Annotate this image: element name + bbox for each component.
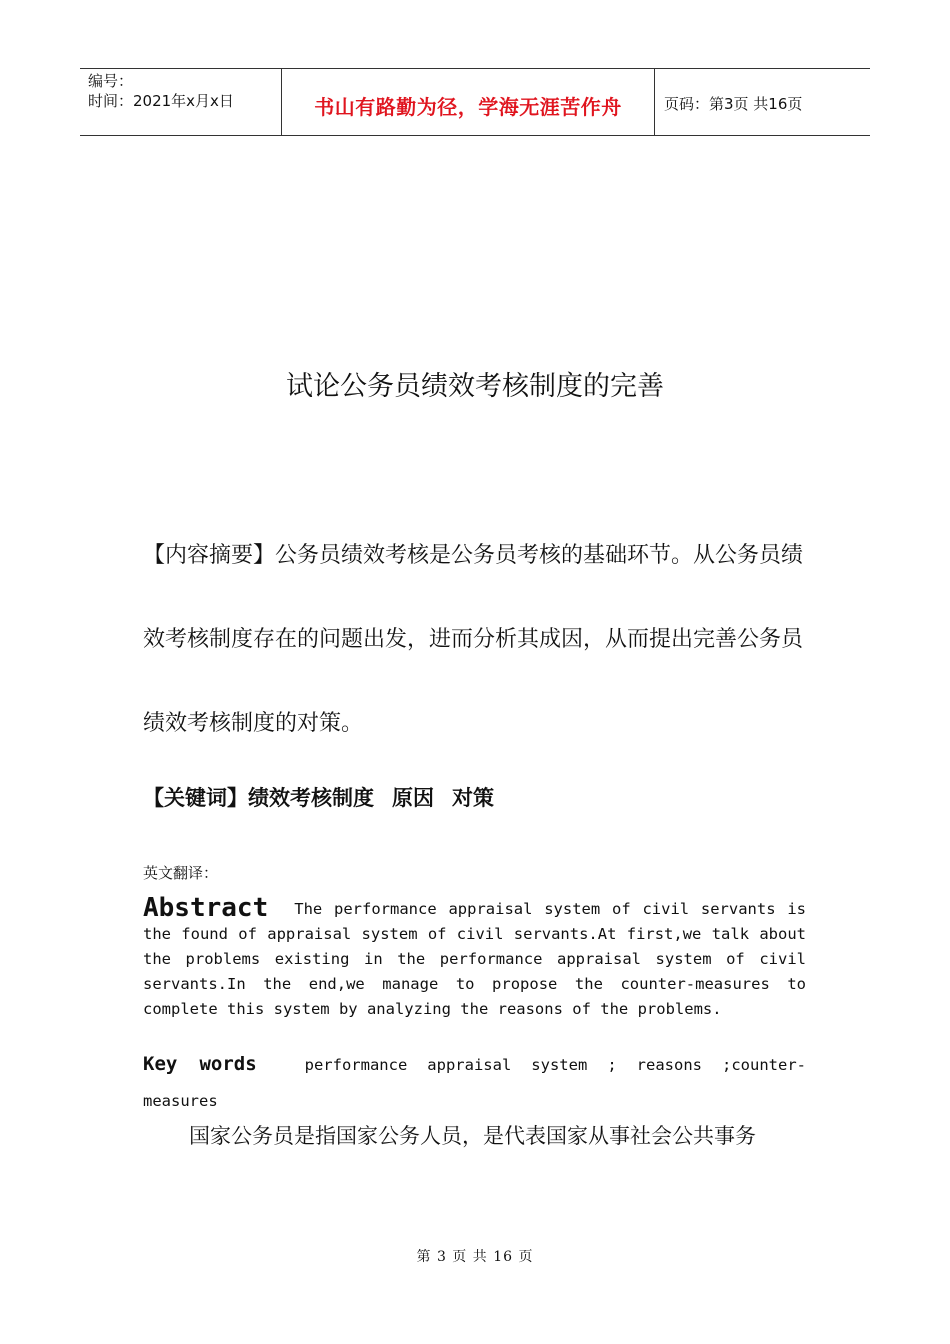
header-divider: [654, 69, 655, 135]
header-meta: [88, 71, 278, 111]
document-title: 试论公务员绩效考核制度的完善: [286, 371, 664, 402]
page-header: [80, 68, 870, 136]
english-abstract: [143, 893, 806, 1022]
english-keywords: [143, 1046, 806, 1119]
serial-number-label: 编号：: [88, 72, 134, 90]
keywords-text: performance appraisal system ; reasons ;counter-measures: [143, 1056, 806, 1110]
abstract-text: The performance appraisal system of civil servants is the found of appraisal system of civil servants.At first,we talk about the problems existing in the performance appraisal system of civil servants.In the end,we manage to propose the counter-measures to complete this system by analyzing the reasons of the problems.: [143, 900, 806, 1018]
abstract-heading: Abstract: [143, 893, 269, 923]
keywords-label: 【关键词】绩效考核制度: [143, 786, 374, 810]
page-footer: 第 3 页 共 16 页: [416, 1249, 534, 1265]
chinese-abstract: 【内容摘要】公务员绩效考核是公务员考核的基础环节。从公务员绩效考核制度存在的问题出发，进而分析其成因，从而提出完善公务员绩效考核制度的对策。: [143, 543, 804, 736]
date-label: 时间：2021年x月x日: [88, 92, 234, 110]
keyword-item: 对策: [452, 786, 494, 810]
body-paragraph: 国家公务员是指国家公务人员，是代表国家从事社会公共事务: [189, 1124, 756, 1148]
keyword-item: 原因: [392, 786, 434, 810]
english-translation-label: 英文翻译：: [143, 864, 219, 882]
header-motto: 书山有路勤为径，学海无涯苦作舟: [314, 95, 622, 119]
header-page-info: 页码：第3页 共16页: [664, 95, 803, 113]
chinese-keywords: [143, 782, 512, 812]
keywords-heading: Key words: [143, 1053, 257, 1075]
